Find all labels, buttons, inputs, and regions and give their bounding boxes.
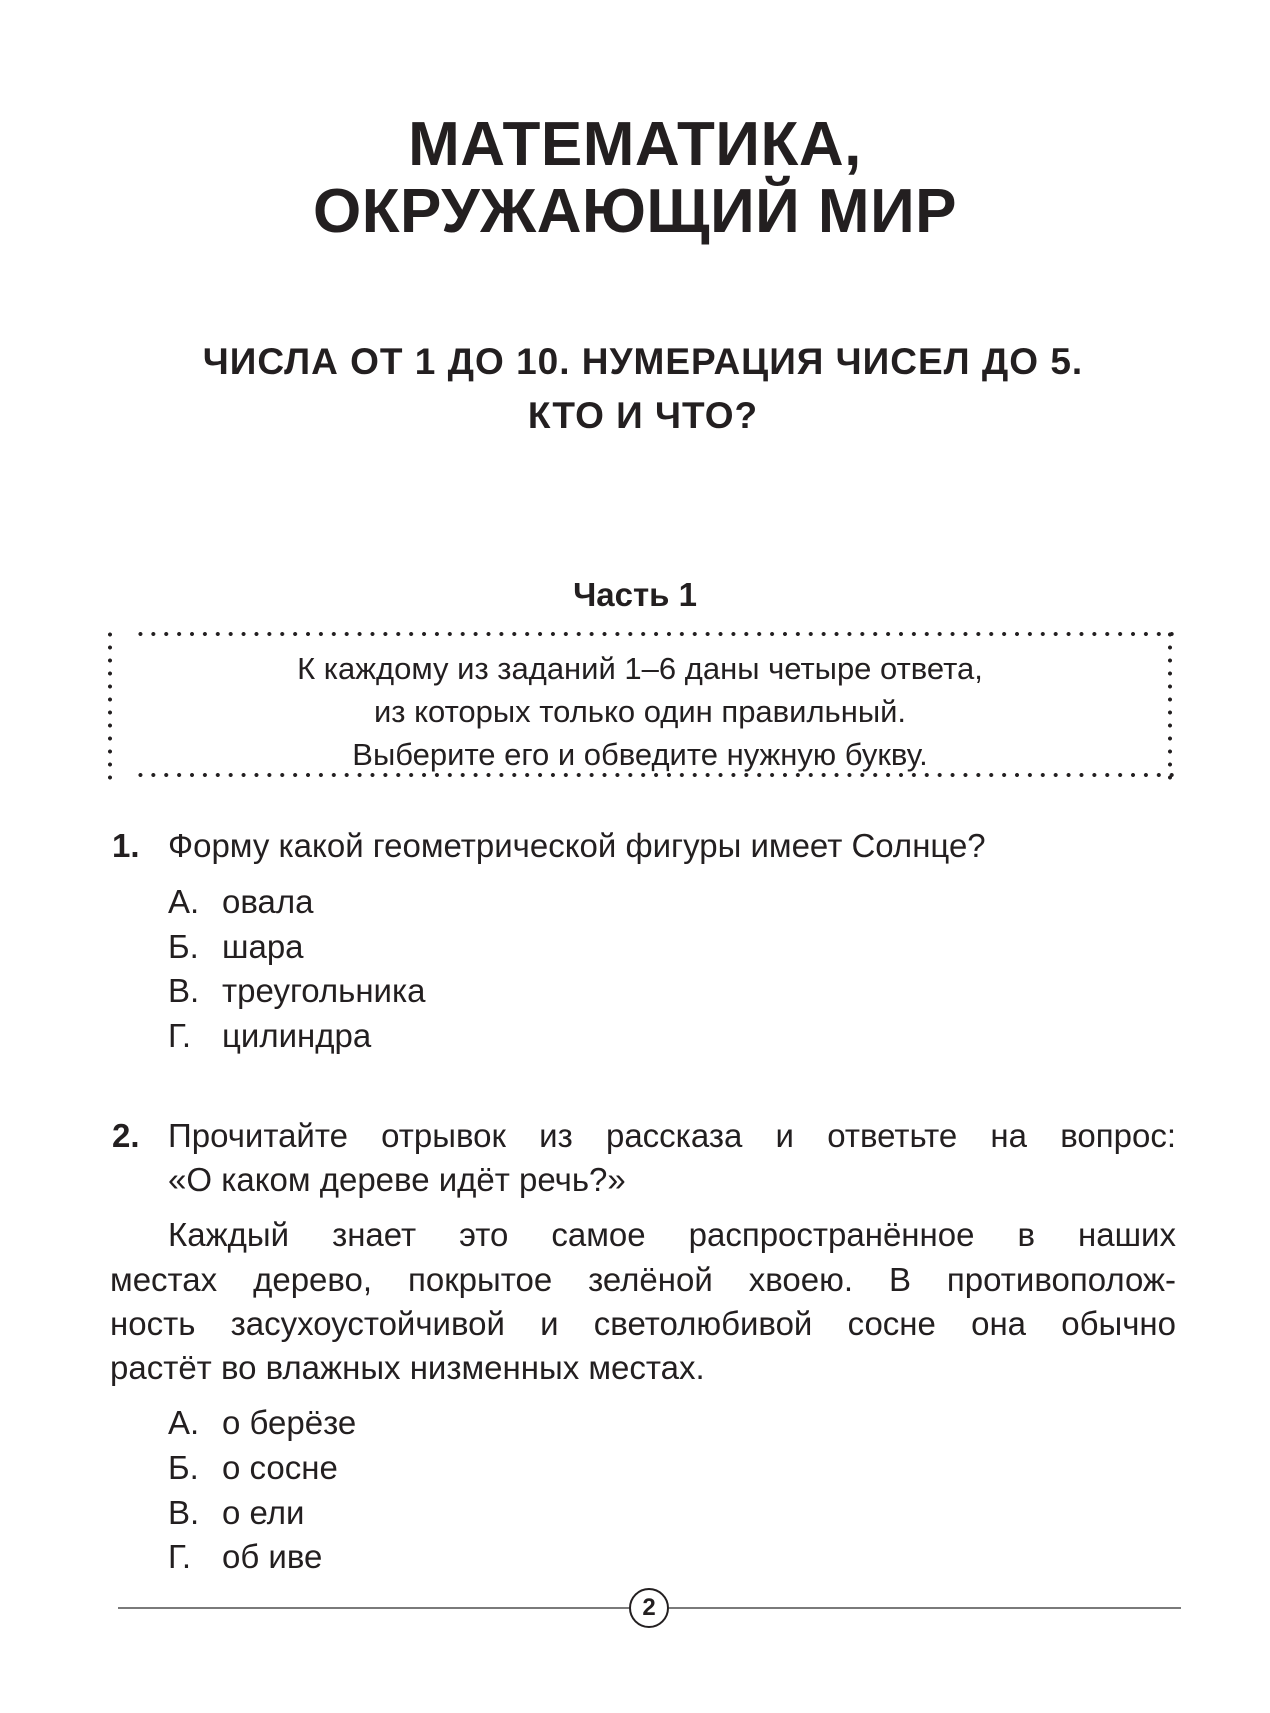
passage-line-4: растёт во влажных низменных местах. (110, 1349, 705, 1386)
passage-line-2: местах дерево, покрытое зелёной хвоею. В противополож- (110, 1261, 1176, 1298)
answer-text: треугольника (222, 972, 426, 1009)
part-heading: Часть 1 (573, 576, 697, 613)
instruction-line-1: К каждому из заданий 1–6 даны четыре ответа, (297, 651, 983, 686)
question-text: Форму какой геометрической фигуры имеет Солнце? (168, 827, 986, 864)
dotted-border-bottom (134, 773, 1174, 777)
question-text-line-2: «О каком дереве идёт речь?» (168, 1161, 626, 1198)
footer-rule-left (118, 1607, 629, 1609)
answer-text: о берёзе (222, 1404, 357, 1441)
answer-text: овала (222, 883, 314, 920)
answer-letter[interactable]: Б. (168, 928, 199, 965)
answer-letter[interactable]: В. (168, 972, 200, 1009)
answer-letter[interactable]: А. (168, 883, 200, 920)
page-title-line-1: МАТЕМАТИКА, (408, 110, 862, 179)
page-number: 2 (629, 1588, 669, 1628)
answer-text: о сосне (222, 1449, 338, 1486)
dotted-border-top (134, 632, 1174, 636)
question-number: 1. (112, 827, 140, 864)
passage-line-3: ность засухоустойчивой и светолюбивой сосне она обычно (110, 1305, 1176, 1342)
question-number: 2. (112, 1117, 140, 1154)
answer-letter[interactable]: Б. (168, 1449, 199, 1486)
instruction-line-3: Выберите его и обведите нужную букву. (352, 737, 928, 772)
answer-letter[interactable]: Г. (168, 1017, 192, 1054)
page-title-line-2: ОКРУЖАЮЩИЙ МИР (312, 177, 957, 246)
question-text-line-1: Прочитайте отрывок из рассказа и ответьте на вопрос: (168, 1117, 1176, 1154)
answer-text: шара (222, 928, 304, 965)
passage-line-1: Каждый знает это самое распространённое в наших (168, 1216, 1176, 1253)
answer-text: цилиндра (222, 1017, 372, 1054)
answer-letter[interactable]: Г. (168, 1538, 192, 1575)
answer-letter[interactable]: В. (168, 1494, 200, 1531)
answer-letter[interactable]: А. (168, 1404, 200, 1441)
section-subtitle-line-2: КТО И ЧТО? (527, 395, 759, 436)
answer-text: об иве (222, 1538, 323, 1575)
section-subtitle-line-1: ЧИСЛА ОТ 1 ДО 10. НУМЕРАЦИЯ ЧИСЕЛ ДО 5. (202, 341, 1084, 382)
instruction-line-2: из которых только один правильный. (373, 694, 907, 729)
footer-rule-right (669, 1607, 1181, 1609)
answer-text: о ели (222, 1494, 305, 1531)
